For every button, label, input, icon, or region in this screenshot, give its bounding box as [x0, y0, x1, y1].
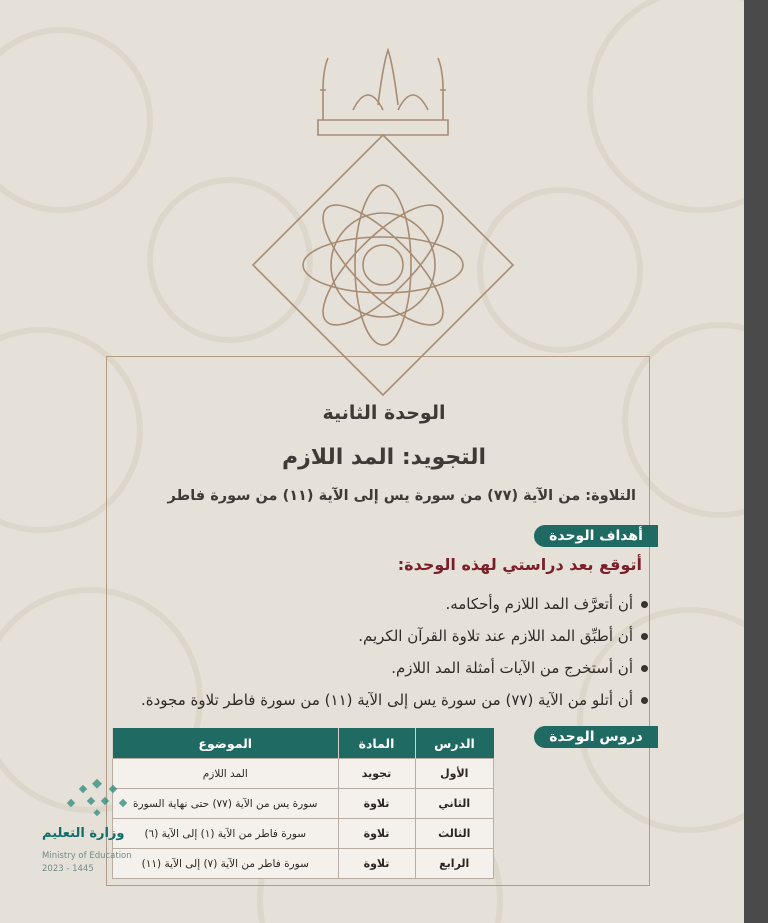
- bullet-icon: [641, 601, 648, 608]
- unit-lessons-badge: دروس الوحدة: [534, 726, 658, 748]
- unit-title: الوحدة الثانية: [322, 402, 446, 424]
- goal-text: أن أطبِّق المد اللازم عند تلاوة القرآن الكريم.: [358, 627, 633, 645]
- subject-cell: تلاوة: [338, 849, 415, 879]
- unit-goals-badge: أهداف الوحدة: [534, 525, 658, 547]
- goals-lead: أتوقع بعد دراستي لهذه الوحدة:: [397, 555, 642, 574]
- bullet-icon: [641, 697, 648, 704]
- lessons-table: [112, 728, 494, 879]
- header-topic: الموضوع: [113, 728, 339, 759]
- goals-list: [88, 588, 648, 716]
- bullet-icon: [641, 665, 648, 672]
- ministry-year: 2023 - 1445: [42, 864, 94, 874]
- lesson-cell: الرابع: [415, 849, 494, 879]
- ministry-name-en: Ministry of Education: [42, 851, 132, 861]
- goal-text: أن أستخرج من الآيات أمثلة المد اللازم.: [391, 659, 633, 677]
- lesson-cell: الثاني: [415, 789, 494, 819]
- recitation-range: التلاوة: من الآية (٧٧) من سورة يس إلى الآية (١١) من سورة فاطر: [167, 488, 636, 504]
- table-row: [113, 849, 494, 879]
- mosque-rosette-emblem: [228, 40, 538, 400]
- table-row: [113, 789, 494, 819]
- header-subject: المادة: [338, 728, 415, 759]
- goal-text: أن أتلو من الآية (٧٧) من سورة يس إلى الآية (١١) من سورة فاطر تلاوة مجودة.: [140, 691, 633, 709]
- table-row: [113, 759, 494, 789]
- ministry-name-ar: وزارة التعليم: [42, 826, 125, 841]
- topic-cell: المد اللازم: [113, 759, 339, 789]
- topic-cell: سورة فاطر من الآية (٧) إلى الآية (١١): [113, 849, 339, 879]
- bullet-icon: [641, 633, 648, 640]
- goal-item: [88, 588, 648, 620]
- topic-cell: سورة يس من الآية (٧٧) حتى نهاية السورة: [113, 789, 339, 819]
- goal-item: [88, 684, 648, 716]
- subject-cell: تلاوة: [338, 819, 415, 849]
- subject-cell: تجويد: [338, 759, 415, 789]
- table-header-row: [113, 728, 494, 759]
- unit-subtitle: التجويد: المد اللازم: [281, 445, 487, 470]
- topic-cell: سورة فاطر من الآية (١) إلى الآية (٦): [113, 819, 339, 849]
- goal-item: [88, 620, 648, 652]
- subject-cell: تلاوة: [338, 789, 415, 819]
- lesson-cell: الثالث: [415, 819, 494, 849]
- table-row: [113, 819, 494, 849]
- goal-item: [88, 652, 648, 684]
- lesson-cell: الأول: [415, 759, 494, 789]
- goal-text: أن أتعرَّف المد اللازم وأحكامه.: [445, 595, 633, 613]
- header-lesson: الدرس: [415, 728, 494, 759]
- ministry-logo: [44, 768, 144, 878]
